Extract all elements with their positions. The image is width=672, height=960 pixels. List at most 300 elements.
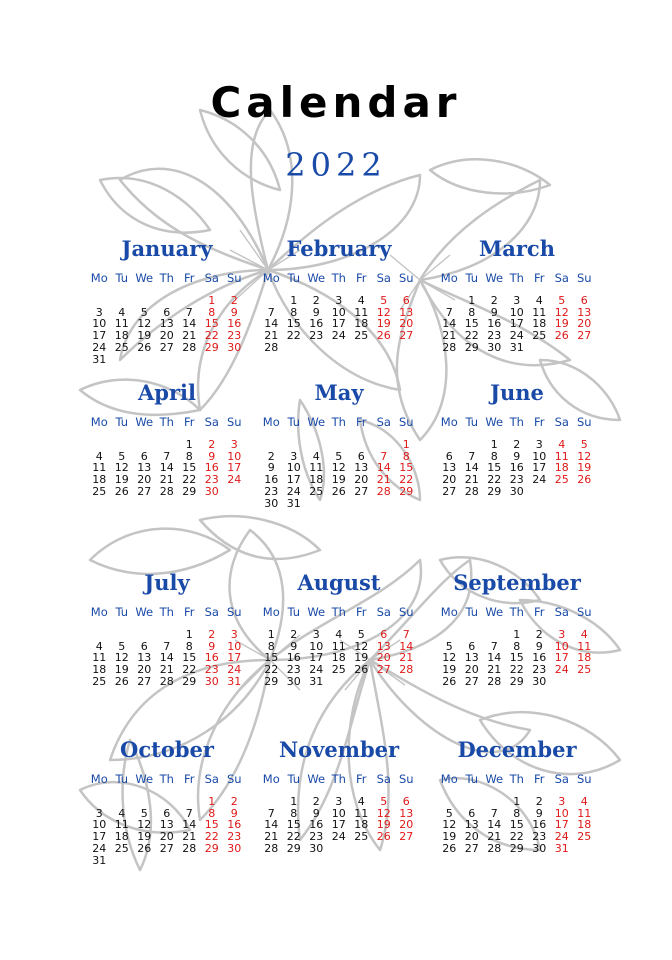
day-cell: 19 [442,663,457,677]
day-cell: 11 [92,461,107,475]
day-cell: 25 [309,484,324,498]
day-cell: 20 [354,473,369,487]
day-cell: 29 [182,674,197,688]
day-cell: 1 [468,294,476,307]
day-cell: 27 [442,484,457,498]
day-cell: 3 [513,294,521,307]
day-cell: 19 [442,830,457,844]
day-cell: 27 [464,841,479,855]
day-cell: 17 [309,651,324,665]
day-cell: 28 [182,340,197,354]
day-cell: 6 [163,806,171,820]
month-name: August [297,570,381,595]
day-cell: 6 [402,294,410,307]
weekday-header: Tu [287,271,301,285]
day-cell: 1 [513,628,521,641]
day-cell: 24 [309,663,324,677]
day-cell: 7 [267,305,275,319]
day-cell: 12 [577,449,592,463]
weekday-header: Tu [465,605,479,619]
weekday-header: Fr [533,605,545,619]
day-cell: 16 [204,461,219,475]
day-cell: 22 [204,830,219,844]
day-cell: 3 [558,795,566,808]
day-cell: 25 [92,674,107,688]
day-cell: 6 [580,294,588,307]
day-cell: 9 [535,639,543,653]
day-cell: 24 [227,663,242,677]
day-cell: 29 [286,841,301,855]
day-cell: 15 [264,651,279,665]
day-cell: 28 [159,674,174,688]
day-cell: 23 [204,473,219,487]
day-cell: 9 [230,806,238,820]
day-cell: 21 [182,830,197,844]
day-cell: 30 [309,841,324,855]
day-cell: 5 [380,294,388,307]
day-cell: 22 [509,663,524,677]
day-cell: 5 [357,628,365,641]
day-cell: 15 [286,317,301,331]
weekday-header: Th [331,415,346,429]
day-cell: 17 [554,818,569,832]
day-cell: 29 [509,674,524,688]
weekday-header: Mo [440,271,458,285]
day-cell: 4 [357,795,365,808]
day-cell: 24 [92,340,107,354]
leaf [90,529,230,574]
day-cell: 26 [442,841,457,855]
weekday-header: We [485,415,504,429]
weekday-header: Mo [440,772,458,786]
day-cell: 16 [487,317,502,331]
day-cell: 21 [182,329,197,343]
day-cell: 9 [535,806,543,820]
day-cell: 2 [312,795,320,808]
day-cell: 18 [577,818,592,832]
day-cell: 25 [532,329,547,343]
day-cell: 14 [487,818,502,832]
day-cell: 22 [286,830,301,844]
day-cell: 22 [182,473,197,487]
day-cell: 8 [208,806,216,820]
day-cell: 21 [487,663,502,677]
day-cell: 15 [509,818,524,832]
day-cell: 26 [114,674,129,688]
day-cell: 19 [114,473,129,487]
day-cell: 4 [580,795,588,808]
day-cell: 3 [558,628,566,641]
day-cell: 30 [264,496,279,510]
day-cell: 29 [182,484,197,498]
day-cell: 17 [509,317,524,331]
weekday-header: Th [331,605,346,619]
day-cell: 1 [208,795,216,808]
day-cell: 10 [92,317,107,331]
day-cell: 3 [335,294,343,307]
day-cell: 17 [227,651,242,665]
day-cell: 21 [264,830,279,844]
day-cell: 28 [442,340,457,354]
month-name: July [144,570,190,595]
weekday-header: Tu [115,772,129,786]
day-cell: 15 [182,651,197,665]
day-cell: 14 [159,651,174,665]
day-cell: 15 [464,317,479,331]
day-cell: 4 [558,438,566,451]
weekday-header: We [135,415,154,429]
day-cell: 14 [442,317,457,331]
day-cell: 28 [264,841,279,855]
weekday-header: Th [159,415,174,429]
weekday-header: Fr [183,605,195,619]
weekday-header: Mo [440,605,458,619]
day-cell: 18 [577,651,592,665]
day-cell: 26 [331,484,346,498]
day-cell: 29 [509,841,524,855]
month-name: December [457,737,577,762]
day-cell: 2 [208,438,216,451]
day-cell: 18 [92,473,107,487]
weekday-header: Su [576,271,592,285]
weekday-header: Fr [355,415,367,429]
day-cell: 20 [137,663,152,677]
day-cell: 3 [535,438,543,451]
day-cell: 10 [532,449,547,463]
day-cell: 10 [554,806,569,820]
day-cell: 14 [487,651,502,665]
day-cell: 28 [159,484,174,498]
day-cell: 5 [445,639,453,653]
day-cell: 13 [464,651,479,665]
day-cell: 21 [159,663,174,677]
day-cell: 3 [230,438,238,451]
day-cell: 9 [290,639,298,653]
day-cell: 25 [577,830,592,844]
day-cell: 20 [137,473,152,487]
day-cell: 2 [513,438,521,451]
day-cell: 8 [513,806,521,820]
day-cell: 16 [227,818,242,832]
day-cell: 26 [577,473,592,487]
day-cell: 12 [114,461,129,475]
weekday-header: Su [398,605,414,619]
day-cell: 13 [159,317,174,331]
day-cell: 1 [513,795,521,808]
day-cell: 20 [464,663,479,677]
weekday-header: Su [226,772,242,786]
day-cell: 24 [331,830,346,844]
month-name: April [138,380,196,405]
day-cell: 6 [402,795,410,808]
day-cell: 16 [532,651,547,665]
day-cell: 14 [399,639,414,653]
day-cell: 6 [468,806,476,820]
day-cell: 14 [376,461,391,475]
month-name: September [453,570,581,595]
day-cell: 7 [185,806,193,820]
day-cell: 20 [577,317,592,331]
day-cell: 11 [92,651,107,665]
weekday-header: Mo [90,271,108,285]
day-cell: 15 [286,818,301,832]
day-cell: 3 [312,628,320,641]
day-cell: 21 [399,651,414,665]
weekday-header: Sa [204,605,219,619]
day-cell: 12 [137,818,152,832]
day-cell: 1 [290,294,298,307]
day-cell: 27 [464,674,479,688]
day-cell: 8 [267,639,275,653]
day-cell: 5 [335,449,343,463]
day-cell: 22 [182,663,197,677]
weekday-header: Sa [376,772,391,786]
day-cell: 8 [185,639,193,653]
day-cell: 5 [118,639,126,653]
day-cell: 28 [264,340,279,354]
day-cell: 27 [399,830,414,844]
day-cell: 31 [92,352,107,366]
weekday-header: We [307,605,326,619]
day-cell: 23 [487,329,502,343]
day-cell: 22 [204,329,219,343]
day-cell: 14 [182,818,197,832]
day-cell: 27 [577,329,592,343]
weekday-header: We [307,772,326,786]
day-cell: 12 [331,461,346,475]
day-cell: 27 [159,340,174,354]
day-cell: 2 [535,795,543,808]
day-cell: 21 [487,830,502,844]
day-cell: 29 [399,484,414,498]
day-cell: 29 [204,340,219,354]
day-cell: 3 [290,449,298,463]
day-cell: 9 [230,305,238,319]
day-cell: 17 [331,818,346,832]
day-cell: 23 [227,329,242,343]
day-cell: 3 [95,305,103,319]
day-cell: 27 [376,663,391,677]
day-cell: 6 [468,639,476,653]
day-cell: 17 [554,651,569,665]
day-cell: 18 [532,317,547,331]
day-cell: 19 [354,651,369,665]
day-cell: 22 [399,473,414,487]
day-cell: 11 [114,818,129,832]
day-cell: 11 [114,317,129,331]
weekday-header: Tu [115,605,129,619]
day-cell: 28 [376,484,391,498]
day-cell: 8 [513,639,521,653]
day-cell: 1 [490,438,498,451]
day-cell: 26 [137,841,152,855]
day-cell: 11 [532,305,547,319]
day-cell: 17 [227,461,242,475]
year-label: 2022 [285,146,387,184]
weekday-header: We [307,271,326,285]
day-cell: 4 [118,305,126,319]
weekday-header: Th [159,271,174,285]
weekday-header: Th [159,772,174,786]
day-cell: 14 [182,317,197,331]
leaf [100,178,210,233]
weekday-header: Th [159,605,174,619]
day-cell: 11 [554,449,569,463]
day-cell: 26 [554,329,569,343]
day-cell: 13 [354,461,369,475]
day-cell: 16 [227,317,242,331]
weekday-header: Sa [204,271,219,285]
day-cell: 12 [442,818,457,832]
day-cell: 11 [577,639,592,653]
day-cell: 20 [464,830,479,844]
weekday-header: Mo [90,772,108,786]
day-cell: 11 [354,806,369,820]
weekday-header: We [135,772,154,786]
weekday-header: Fr [533,415,545,429]
weekday-header: Sa [554,415,569,429]
day-cell: 12 [114,651,129,665]
weekday-header: Mo [440,415,458,429]
day-cell: 2 [230,795,238,808]
day-cell: 18 [114,329,129,343]
weekday-header: We [485,271,504,285]
weekday-header: Tu [465,772,479,786]
day-cell: 5 [140,806,148,820]
weekday-header: Fr [533,772,545,786]
day-cell: 27 [137,674,152,688]
day-cell: 8 [290,305,298,319]
day-cell: 29 [487,484,502,498]
weekday-header: Fr [355,772,367,786]
day-cell: 18 [309,473,324,487]
weekday-header: Su [398,271,414,285]
month-name: March [479,236,555,261]
day-cell: 9 [208,449,216,463]
day-cell: 19 [114,663,129,677]
day-cell: 10 [227,639,242,653]
day-cell: 27 [399,329,414,343]
day-cell: 5 [118,449,126,463]
weekday-header: Th [509,772,524,786]
day-cell: 21 [376,473,391,487]
day-cell: 26 [137,340,152,354]
day-cell: 10 [331,305,346,319]
day-cell: 24 [554,830,569,844]
day-cell: 11 [309,461,324,475]
page-title: Calendar [210,78,462,127]
day-cell: 25 [114,841,129,855]
month-name: June [490,380,544,405]
day-cell: 10 [309,639,324,653]
day-cell: 30 [204,484,219,498]
day-cell: 7 [445,305,453,319]
day-cell: 6 [140,639,148,653]
weekday-header: We [307,415,326,429]
day-cell: 26 [354,663,369,677]
day-cell: 31 [554,841,569,855]
weekday-header: Tu [287,605,301,619]
day-cell: 30 [509,484,524,498]
day-cell: 1 [290,795,298,808]
weekday-header: Fr [183,772,195,786]
day-cell: 16 [532,818,547,832]
day-cell: 17 [286,473,301,487]
day-cell: 28 [487,841,502,855]
day-cell: 1 [208,294,216,307]
weekday-header: Mo [262,271,280,285]
day-cell: 30 [532,674,547,688]
day-cell: 24 [92,841,107,855]
day-cell: 19 [376,818,391,832]
day-cell: 11 [577,806,592,820]
day-cell: 4 [312,449,320,463]
day-cell: 8 [185,449,193,463]
day-cell: 6 [357,449,365,463]
day-cell: 22 [509,830,524,844]
day-cell: 8 [208,305,216,319]
day-cell: 7 [163,639,171,653]
weekday-header: Fr [355,605,367,619]
weekday-header: Sa [376,415,391,429]
weekday-header: Su [226,415,242,429]
day-cell: 21 [464,473,479,487]
day-cell: 24 [554,663,569,677]
weekday-header: Su [576,415,592,429]
day-cell: 14 [159,461,174,475]
day-cell: 7 [267,806,275,820]
weekday-header: Fr [183,415,195,429]
day-cell: 16 [264,473,279,487]
day-cell: 2 [535,628,543,641]
day-cell: 8 [468,305,476,319]
day-cell: 8 [490,449,498,463]
day-cell: 29 [264,674,279,688]
day-cell: 11 [331,639,346,653]
day-cell: 21 [264,329,279,343]
day-cell: 13 [376,639,391,653]
day-cell: 23 [532,830,547,844]
weekday-header: Su [226,605,242,619]
day-cell: 5 [445,806,453,820]
day-cell: 13 [577,305,592,319]
day-cell: 22 [264,663,279,677]
day-cell: 23 [286,663,301,677]
day-cell: 23 [309,830,324,844]
day-cell: 25 [577,663,592,677]
month-name: November [278,737,400,762]
day-cell: 23 [509,473,524,487]
day-cell: 9 [513,449,521,463]
day-cell: 23 [264,484,279,498]
weekday-header: Th [331,271,346,285]
weekday-header: Th [331,772,346,786]
weekday-header: Sa [554,271,569,285]
month-name: January [121,236,213,261]
day-cell: 9 [312,806,320,820]
day-cell: 16 [286,651,301,665]
day-cell: 9 [490,305,498,319]
day-cell: 31 [509,340,524,354]
day-cell: 31 [309,674,324,688]
day-cell: 27 [354,484,369,498]
day-cell: 2 [490,294,498,307]
day-cell: 26 [114,484,129,498]
day-cell: 23 [532,663,547,677]
day-cell: 30 [286,674,301,688]
day-cell: 6 [140,449,148,463]
weekday-header: Mo [90,415,108,429]
